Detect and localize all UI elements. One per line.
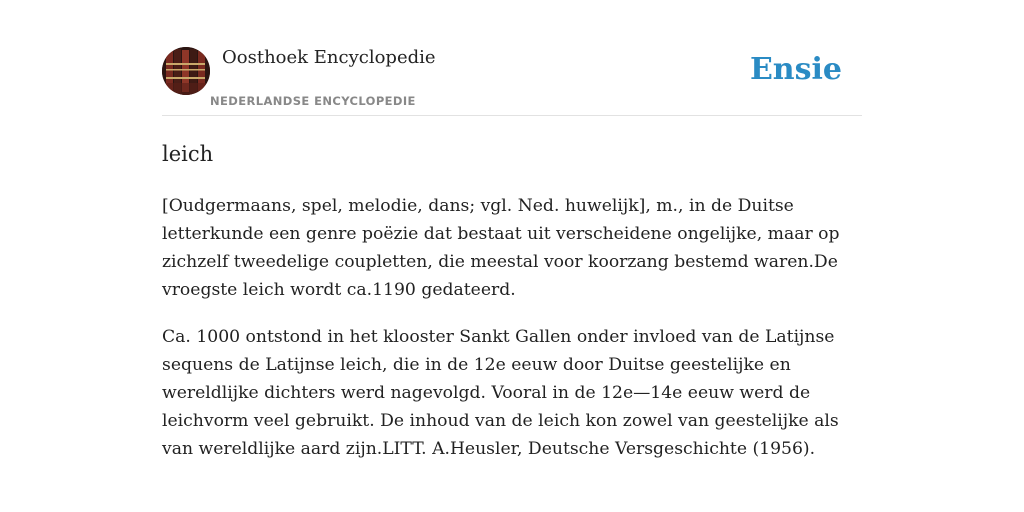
site-subtitle: NEDERLANDSE ENCYCLOPEDIE [210, 94, 416, 108]
brand-logo-link[interactable]: Ensie [749, 52, 842, 87]
article-title: leich [162, 142, 214, 166]
article-paragraph-2: Ca. 1000 ontstond in het klooster Sankt Gallen onder invloed van de Latijnse sequens de Latijnse leich, die in de 12e eeuw door Duitse geestelijke en wereldlijke dichters werd nagevolgd. Vooral in de 12e—14e eeuw werd de leichvorm veel gebruikt. De inhoud van de leich kon zowel van geestelijke als van wereldlijke aard zijn.LITT. A.Heusler, Deutsche Versgeschichte (1956). [162, 327, 839, 459]
article-paragraph-1: [Oudgermaans, spel, melodie, dans; vgl. Ned. huwelijk], m., in de Duitse letterkunde een genre poëzie dat bestaat uit verscheidene ongelijke, maar op zichzelf tweedelige coupletten, die meestal voor koorzang bestemd waren.De vroegste leich wordt ca.1190 gedateerd. [162, 196, 840, 300]
site-header [162, 46, 862, 116]
book-spines-icon[interactable] [162, 47, 210, 95]
site-name[interactable]: Oosthoek Encyclopedie [222, 47, 436, 68]
